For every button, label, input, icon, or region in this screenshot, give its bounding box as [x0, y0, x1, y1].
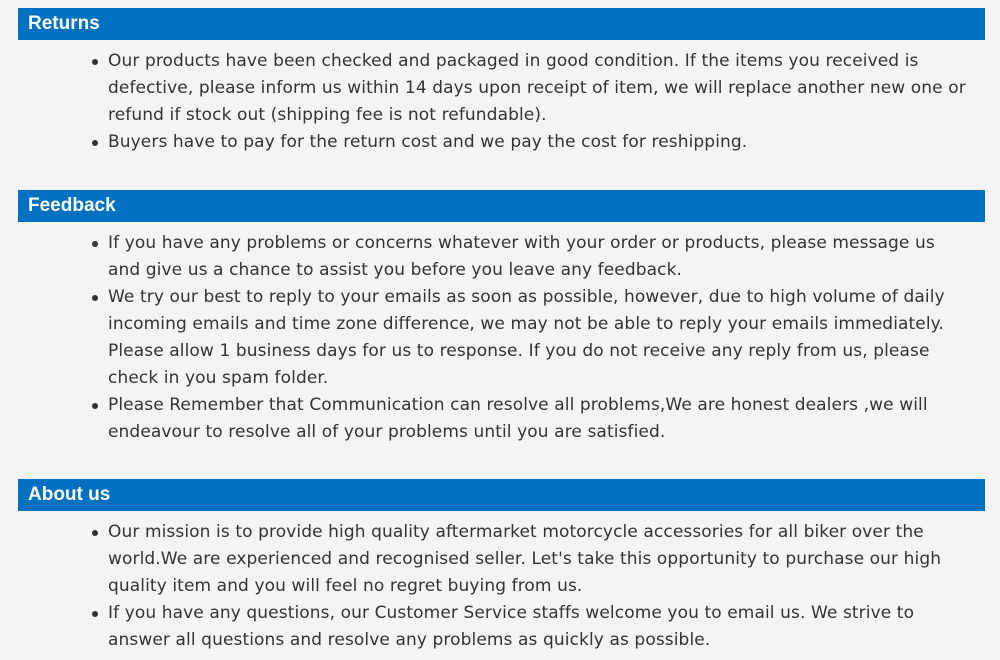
list-item-text: We try our best to reply to your emails as soon as possible, however, due to high volume of daily incoming emails and time zone difference, we may not be able to reply your emails immediately. Please allow 1 business days for us to response. If you do not receive any reply from us, please check in you spam folder. — [108, 287, 945, 388]
returns-section — [18, 8, 985, 156]
feedback-list — [92, 230, 972, 446]
feedback-heading: Feedback — [18, 190, 985, 222]
about-heading: About us — [18, 479, 985, 511]
list-item — [92, 392, 972, 446]
bullet-icon — [92, 295, 98, 301]
list-item — [92, 284, 972, 392]
bullet-icon — [92, 530, 98, 536]
list-item-text: If you have any questions, our Customer Service staffs welcome you to email us. We strive to answer all questions and resolve any problems as quickly as possible. — [108, 603, 915, 650]
list-item — [92, 519, 972, 600]
list-item-text: Buyers have to pay for the return cost and we pay the cost for reshipping. — [108, 132, 748, 152]
returns-list — [92, 48, 972, 156]
bullet-icon — [92, 403, 98, 409]
about-section — [18, 479, 985, 654]
list-item — [92, 129, 972, 156]
list-item-text: If you have any problems or concerns whatever with your order or products, please message us and give us a chance to assist you before you leave any feedback. — [108, 233, 935, 280]
list-item — [92, 48, 972, 129]
feedback-section — [18, 190, 985, 446]
bullet-icon — [92, 241, 98, 247]
bullet-icon — [92, 59, 98, 65]
list-item-text: Our mission is to provide high quality aftermarket motorcycle accessories for all biker over the world.We are experienced and recognised seller. Let's take this opportunity to purchase our high quality item and you will feel no regret buying from us. — [108, 522, 942, 596]
returns-heading: Returns — [18, 8, 985, 40]
about-list — [92, 519, 972, 654]
list-item-text: Our products have been checked and packaged in good condition. If the items you received is defective, please inform us within 14 days upon receipt of item, we will replace another new one or refund if stock out (shipping fee is not refundable). — [108, 51, 966, 125]
bullet-icon — [92, 611, 98, 617]
list-item — [92, 230, 972, 284]
bullet-icon — [92, 140, 98, 146]
list-item — [92, 600, 972, 654]
list-item-text: Please Remember that Communication can resolve all problems,We are honest dealers ,we will endeavour to resolve all of your problems until you are satisfied. — [108, 395, 928, 442]
